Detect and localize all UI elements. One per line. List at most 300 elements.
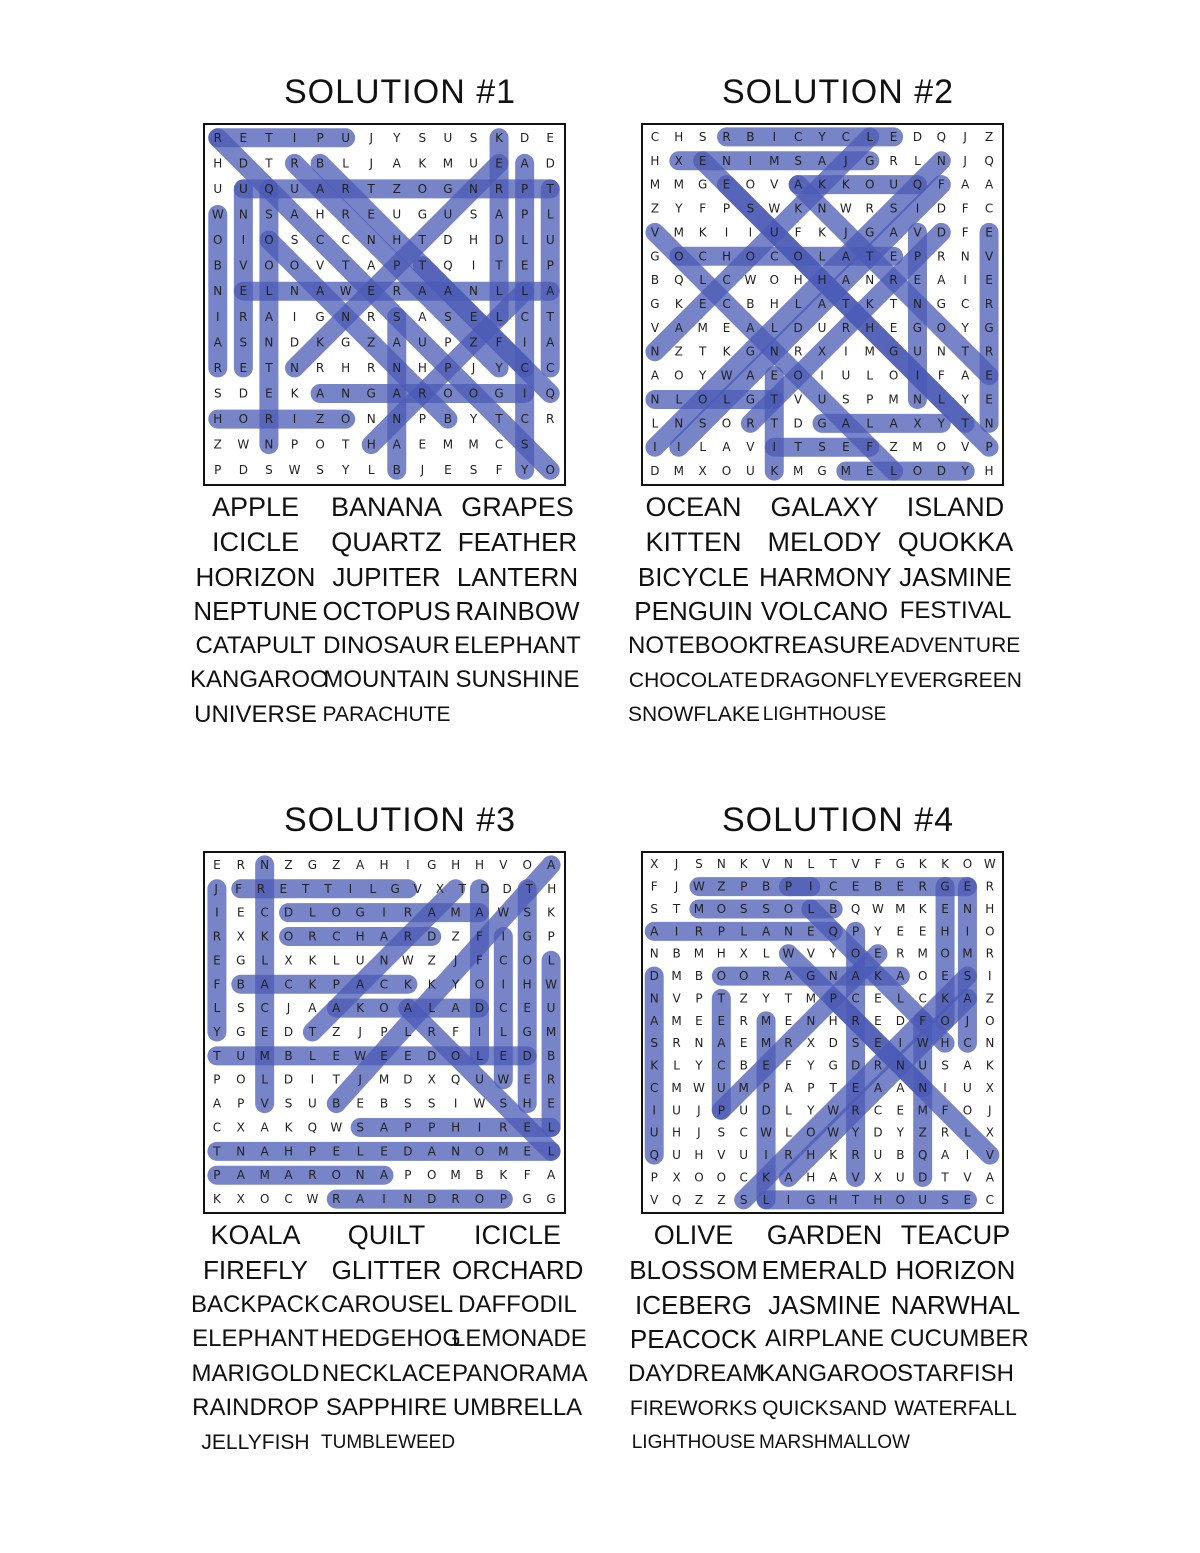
word-list-item: TREASURE xyxy=(759,631,890,659)
grid-letter: O xyxy=(417,181,428,196)
grid-letter: X xyxy=(817,344,827,359)
grid-letter: O xyxy=(694,1170,704,1185)
grid-letter: O xyxy=(379,1001,389,1016)
grid-letter: H xyxy=(213,156,223,171)
grid-letter: U xyxy=(355,953,365,968)
grid-letter: Y xyxy=(393,130,401,145)
grid-letter: H xyxy=(522,1096,532,1111)
grid-letter: B xyxy=(475,1168,484,1183)
grid-letter: N xyxy=(392,360,402,375)
grid-letter: R xyxy=(985,879,994,894)
grid-letter: A xyxy=(443,284,453,299)
grid-letter: L xyxy=(309,1048,316,1063)
grid-letter: U xyxy=(672,1103,681,1118)
grid-letter: L xyxy=(332,953,340,968)
grid-letter: P xyxy=(722,201,731,216)
word-list-item: SNOWFLAKE xyxy=(628,703,760,726)
word-list-item: MOUNTAIN xyxy=(323,666,450,693)
grid-letter: N xyxy=(828,969,838,984)
grid-letter: I xyxy=(965,1148,970,1163)
grid-letter: B xyxy=(746,297,755,311)
grid-letter: N xyxy=(469,181,478,196)
grid-letter: D xyxy=(793,320,803,335)
grid-letter: C xyxy=(520,309,529,324)
grid-letter: E xyxy=(698,153,707,168)
grid-letter: R xyxy=(896,946,905,961)
grid-letter: S xyxy=(698,129,707,144)
grid-letter: H xyxy=(674,129,684,144)
grid-letter: U xyxy=(443,130,453,145)
grid-letter: C xyxy=(918,991,927,1006)
grid-letter: R xyxy=(418,386,427,401)
grid-letter: V xyxy=(761,857,771,872)
grid-letter: M xyxy=(450,905,461,920)
grid-letter: D xyxy=(793,416,803,431)
grid-letter: A xyxy=(520,156,529,171)
grid-letter: Z xyxy=(739,991,748,1006)
grid-letter: L xyxy=(495,309,503,324)
grid-letter: L xyxy=(866,416,874,431)
word-list-item: NECKLACE xyxy=(321,1359,452,1387)
grid-letter: R xyxy=(984,297,994,311)
grid-letter: O xyxy=(745,249,756,264)
grid-letter: Y xyxy=(495,360,503,375)
grid-letter: Y xyxy=(961,464,969,479)
grid-letter: R xyxy=(865,201,874,216)
grid-letter: K xyxy=(770,464,779,479)
grid-letter: R xyxy=(212,929,222,944)
grid-letter: A xyxy=(418,309,427,324)
word-list-item: AIRPLANE xyxy=(765,1325,884,1352)
puzzle-title: SOLUTION #3 xyxy=(283,801,517,839)
grid-letter: S xyxy=(265,207,273,222)
grid-letter: V xyxy=(806,946,815,961)
grid-letter: H xyxy=(985,901,995,916)
word-list-item: EVERGREEN xyxy=(890,668,1022,692)
grid-letter: M xyxy=(673,225,684,240)
grid-letter: W xyxy=(872,901,884,916)
grid-letter: D xyxy=(494,233,504,248)
grid-letter: I xyxy=(748,225,753,240)
grid-letter: Y xyxy=(851,1125,860,1140)
grid-letter: H xyxy=(984,464,994,479)
grid-letter: O xyxy=(721,416,732,431)
grid-letter: C xyxy=(494,437,504,452)
letter-grid xyxy=(641,123,1004,486)
word-list-item: UNIVERSE xyxy=(194,700,317,728)
grid-letter: L xyxy=(964,1125,971,1140)
word-list-item: HARMONY xyxy=(759,561,892,592)
grid-letter: S xyxy=(265,463,273,478)
grid-letter: K xyxy=(499,1168,508,1183)
grid-letter: W xyxy=(744,273,757,288)
grid-letter: O xyxy=(315,437,325,452)
grid-letter: O xyxy=(468,386,479,401)
grid-letter: M xyxy=(769,153,780,168)
grid-letter: L xyxy=(261,1072,269,1087)
grid-letter: L xyxy=(521,284,528,299)
word-list-item: ICICLE xyxy=(211,526,300,557)
grid-letter: A xyxy=(722,440,731,455)
grid-letter: Y xyxy=(341,463,350,478)
grid-letter: Y xyxy=(874,924,882,939)
grid-letter: L xyxy=(495,284,503,299)
grid-letter: U xyxy=(716,1080,726,1095)
grid-letter: B xyxy=(213,258,222,273)
word-list-item: GALAXY xyxy=(770,492,879,522)
grid-letter: H xyxy=(417,360,427,375)
grid-letter: A xyxy=(817,153,827,168)
grid-letter: T xyxy=(784,991,793,1006)
grid-letter: B xyxy=(315,156,325,171)
grid-canvas xyxy=(205,853,563,1211)
grid-letter: N xyxy=(260,857,270,872)
grid-letter: K xyxy=(418,156,427,171)
word-list-item: EMERALD xyxy=(761,1255,888,1285)
grid-letter: S xyxy=(650,901,658,916)
grid-letter: L xyxy=(723,392,730,407)
word-list-item: JASMINE xyxy=(899,561,1012,592)
grid-letter: P xyxy=(499,1192,507,1207)
grid-letter: S xyxy=(818,440,826,455)
grid-letter: L xyxy=(675,392,683,407)
grid-letter: E xyxy=(889,249,898,264)
grid-letter: W xyxy=(330,1120,343,1135)
grid-letter: R xyxy=(851,1013,860,1028)
word-list-item: JASMINE xyxy=(768,1289,881,1320)
grid-letter: G xyxy=(940,879,950,894)
puzzle-title: SOLUTION #4 xyxy=(721,801,955,839)
grid-letter: E xyxy=(404,1048,412,1063)
grid-letter: E xyxy=(239,284,248,299)
grid-letter: X xyxy=(427,1072,436,1087)
grid-letter: O xyxy=(793,249,803,264)
grid-letter: K xyxy=(762,1170,770,1185)
grid-letter: U xyxy=(308,1096,317,1111)
grid-letter: O xyxy=(474,977,485,992)
grid-letter: G xyxy=(936,297,946,311)
grid-letter: A xyxy=(963,991,972,1006)
grid-letter: C xyxy=(260,905,269,920)
word-list-item: QUARTZ xyxy=(331,526,442,557)
grid-letter: F xyxy=(476,953,483,968)
grid-letter: G xyxy=(340,335,351,350)
grid-letter: J xyxy=(214,881,218,896)
grid-letter: U xyxy=(213,181,223,196)
grid-letter: R xyxy=(841,320,851,335)
grid-letter: N xyxy=(355,1168,365,1183)
grid-letter: N xyxy=(817,201,827,216)
grid-letter: W xyxy=(473,1096,486,1111)
grid-letter: K xyxy=(941,857,949,872)
grid-letter: R xyxy=(873,1058,883,1073)
grid-letter: A xyxy=(264,309,274,324)
word-list-item: CAROUSEL xyxy=(321,1290,454,1318)
grid-letter: O xyxy=(213,233,223,248)
grid-letter: Q xyxy=(850,901,861,916)
grid-letter: E xyxy=(367,284,376,299)
grid-letter: I xyxy=(772,440,777,455)
grid-letter: A xyxy=(961,177,970,192)
grid-letter: Q xyxy=(307,1120,318,1135)
grid-letter: P xyxy=(213,1072,221,1087)
grid-letter: I xyxy=(724,225,729,240)
grid-letter: M xyxy=(760,1013,772,1028)
grid-letter: B xyxy=(284,1048,293,1063)
grid-letter: E xyxy=(865,464,874,479)
grid-letter: E xyxy=(913,273,922,288)
grid-letter: N xyxy=(650,392,660,407)
grid-letter: E xyxy=(896,924,905,939)
grid-letter: Y xyxy=(961,392,969,407)
grid-letter: P xyxy=(546,258,554,273)
grid-letter: S xyxy=(213,386,222,401)
grid-letter: Y xyxy=(818,129,826,144)
grid-letter: H xyxy=(379,857,389,872)
grid-letter: Y xyxy=(829,946,837,961)
grid-letter: O xyxy=(936,440,947,455)
grid-letter: C xyxy=(546,360,555,375)
grid-letter: Y xyxy=(520,463,529,478)
grid-letter: A xyxy=(475,905,484,920)
grid-letter: O xyxy=(340,412,351,427)
grid-letter: A xyxy=(367,258,376,273)
grid-letter: L xyxy=(521,233,528,248)
grid-letter: R xyxy=(392,284,401,299)
grid-letter: V xyxy=(851,857,860,872)
word-list-item: NARWHAL xyxy=(890,1289,1021,1320)
grid-letter: L xyxy=(261,953,269,968)
grid-letter: R xyxy=(332,1192,341,1207)
grid-letter: A xyxy=(379,929,389,944)
grid-letter: N xyxy=(649,991,659,1006)
grid-letter: L xyxy=(369,881,377,896)
grid-letter: C xyxy=(722,297,731,311)
grid-letter: R xyxy=(889,273,898,288)
grid-letter: L xyxy=(499,1025,507,1039)
grid-letter: J xyxy=(965,1013,970,1028)
grid-letter: L xyxy=(309,905,316,920)
grid-letter: M xyxy=(259,1168,270,1183)
grid-letter: K xyxy=(841,177,850,192)
word-list-item: ELEPHANT xyxy=(454,631,581,659)
grid-letter: N xyxy=(783,857,793,872)
grid-letter: O xyxy=(940,946,950,961)
grid-letter: E xyxy=(495,156,503,171)
grid-letter: I xyxy=(477,1120,482,1135)
word-list-item: KANGAROO xyxy=(759,1359,898,1387)
grid-letter: W xyxy=(497,905,510,920)
grid-letter: E xyxy=(985,273,993,288)
grid-letter: X xyxy=(873,1170,883,1185)
grid-letter: A xyxy=(392,156,401,171)
grid-letter: U xyxy=(475,1072,484,1087)
grid-letter: X xyxy=(236,1192,245,1207)
grid-letter: K xyxy=(212,1192,221,1207)
grid-letter: C xyxy=(332,929,341,944)
grid-letter: A xyxy=(315,181,325,196)
grid-letter: O xyxy=(289,258,300,273)
grid-letter: G xyxy=(650,297,660,311)
grid-letter: N xyxy=(806,1013,816,1028)
grid-letter: L xyxy=(213,1001,221,1016)
grid-letter: I xyxy=(652,1103,656,1118)
grid-letter: A xyxy=(794,177,803,192)
grid-letter: G xyxy=(865,153,875,168)
grid-letter: A xyxy=(761,924,771,939)
grid-letter: N xyxy=(918,1080,928,1095)
grid-letter: W xyxy=(354,1048,367,1063)
grid-letter: B xyxy=(332,1096,341,1111)
grid-letter: C xyxy=(739,1170,748,1185)
grid-letter: A xyxy=(851,969,860,984)
grid-letter: G xyxy=(236,1025,246,1039)
grid-letter: W xyxy=(782,946,795,961)
grid-letter: R xyxy=(367,309,376,324)
grid-letter: E xyxy=(444,463,452,478)
grid-letter: T xyxy=(961,344,969,359)
grid-letter: R xyxy=(722,129,731,144)
grid-letter: O xyxy=(236,1072,246,1087)
grid-letter: C xyxy=(793,129,803,144)
grid-letter: D xyxy=(850,1058,861,1073)
grid-letter: I xyxy=(764,1148,768,1163)
grid-letter: G xyxy=(315,309,325,324)
grid-letter: A xyxy=(427,905,436,920)
word-list-item: GLITTER xyxy=(331,1255,442,1285)
grid-letter: I xyxy=(772,129,777,144)
grid-letter: U xyxy=(913,344,922,359)
grid-letter: R xyxy=(341,181,350,196)
grid-letter: N xyxy=(238,207,248,222)
grid-letter: N xyxy=(341,309,351,324)
grid-letter: N xyxy=(722,153,732,168)
grid-letter: K xyxy=(547,905,556,920)
word-list-item: NEPTUNE xyxy=(193,596,318,626)
grid-letter: T xyxy=(889,297,898,311)
grid-letter: P xyxy=(404,1120,412,1135)
grid-letter: E xyxy=(356,1096,364,1111)
grid-letter: U xyxy=(545,233,555,248)
grid-letter: I xyxy=(677,440,681,455)
grid-letter: U xyxy=(546,1001,556,1016)
grid-letter: D xyxy=(936,464,946,479)
word-list-item: HORIZON xyxy=(895,1255,1016,1285)
grid-letter: T xyxy=(770,392,778,407)
grid-letter: D xyxy=(936,201,946,216)
grid-letter: E xyxy=(985,392,993,407)
grid-letter: O xyxy=(745,177,756,192)
grid-letter: R xyxy=(236,857,245,872)
grid-letter: J xyxy=(844,153,848,168)
grid-letter: P xyxy=(762,1080,770,1095)
grid-letter: Z xyxy=(451,929,460,944)
grid-letter: N xyxy=(341,386,351,401)
grid-letter: H xyxy=(793,273,803,288)
grid-letter: R xyxy=(256,881,266,896)
grid-letter: M xyxy=(259,1048,270,1063)
grid-letter: S xyxy=(290,233,299,248)
grid-letter: E xyxy=(889,129,898,144)
grid-letter: S xyxy=(695,857,703,872)
grid-letter: U xyxy=(841,368,851,383)
grid-letter: D xyxy=(545,156,555,171)
grid-letter: E xyxy=(896,879,905,894)
grid-letter: E xyxy=(695,1013,703,1028)
grid-letter: E xyxy=(874,991,882,1006)
grid-letter: R xyxy=(851,1148,860,1163)
grid-letter: Q xyxy=(828,924,838,939)
grid-letter: E xyxy=(762,1058,770,1073)
grid-letter: L xyxy=(547,953,555,968)
grid-letter: Z xyxy=(315,412,325,427)
grid-letter: S xyxy=(941,1192,949,1207)
grid-letter: C xyxy=(828,879,838,894)
grid-letter: G xyxy=(366,386,376,401)
grid-letter: S xyxy=(698,416,707,431)
word-list-item: QUICKSAND xyxy=(762,1396,887,1420)
grid-letter: M xyxy=(697,320,708,335)
grid-letter: D xyxy=(403,1144,413,1159)
grid-letter: M xyxy=(671,969,682,984)
grid-letter: P xyxy=(213,1168,221,1183)
word-list-item: OCTOPUS xyxy=(322,596,451,626)
grid-letter: N xyxy=(650,344,660,359)
grid-letter: R xyxy=(937,249,946,264)
grid-letter: P xyxy=(985,440,993,455)
grid-letter: E xyxy=(523,1144,531,1159)
puzzle-title: SOLUTION #2 xyxy=(721,73,955,111)
grid-letter: K xyxy=(941,991,949,1006)
grid-letter: S xyxy=(963,969,972,984)
grid-letter: I xyxy=(292,412,297,427)
grid-letter: C xyxy=(985,1192,995,1207)
grid-letter: M xyxy=(450,1168,461,1183)
grid-letter: G xyxy=(236,953,246,968)
grid-letter: I xyxy=(809,879,813,894)
grid-letter: R xyxy=(213,130,222,145)
grid-letter: F xyxy=(235,881,243,896)
grid-letter: P xyxy=(717,1103,725,1118)
grid-letter: K xyxy=(918,857,927,872)
grid-letter: L xyxy=(651,416,659,431)
grid-letter: A xyxy=(937,273,946,288)
grid-letter: L xyxy=(914,153,921,168)
grid-letter: E xyxy=(807,924,815,939)
grid-letter: O xyxy=(850,946,861,961)
word-list-item: PARACHUTE xyxy=(322,703,451,726)
grid-letter: E xyxy=(874,1036,882,1051)
grid-letter: C xyxy=(284,1192,293,1207)
grid-letter: P xyxy=(521,181,529,196)
grid-letter: A xyxy=(963,1058,972,1073)
grid-letter: J xyxy=(358,1025,362,1039)
grid-letter: T xyxy=(265,360,273,375)
grid-letter: O xyxy=(522,857,532,872)
grid-letter: E xyxy=(279,881,288,896)
grid-letter: H xyxy=(451,1120,461,1135)
word-list-item: ADVENTURE xyxy=(890,634,1021,657)
grid-letter: B xyxy=(873,879,883,894)
grid-letter: U xyxy=(238,181,248,196)
grid-letter: T xyxy=(495,258,503,273)
grid-letter: V xyxy=(672,991,681,1006)
grid-letter: T xyxy=(418,233,427,248)
grid-letter: S xyxy=(650,1036,658,1051)
grid-letter: Y xyxy=(807,1103,815,1118)
grid-letter: S xyxy=(941,1058,949,1073)
word-list-item: CATAPULT xyxy=(195,631,316,659)
